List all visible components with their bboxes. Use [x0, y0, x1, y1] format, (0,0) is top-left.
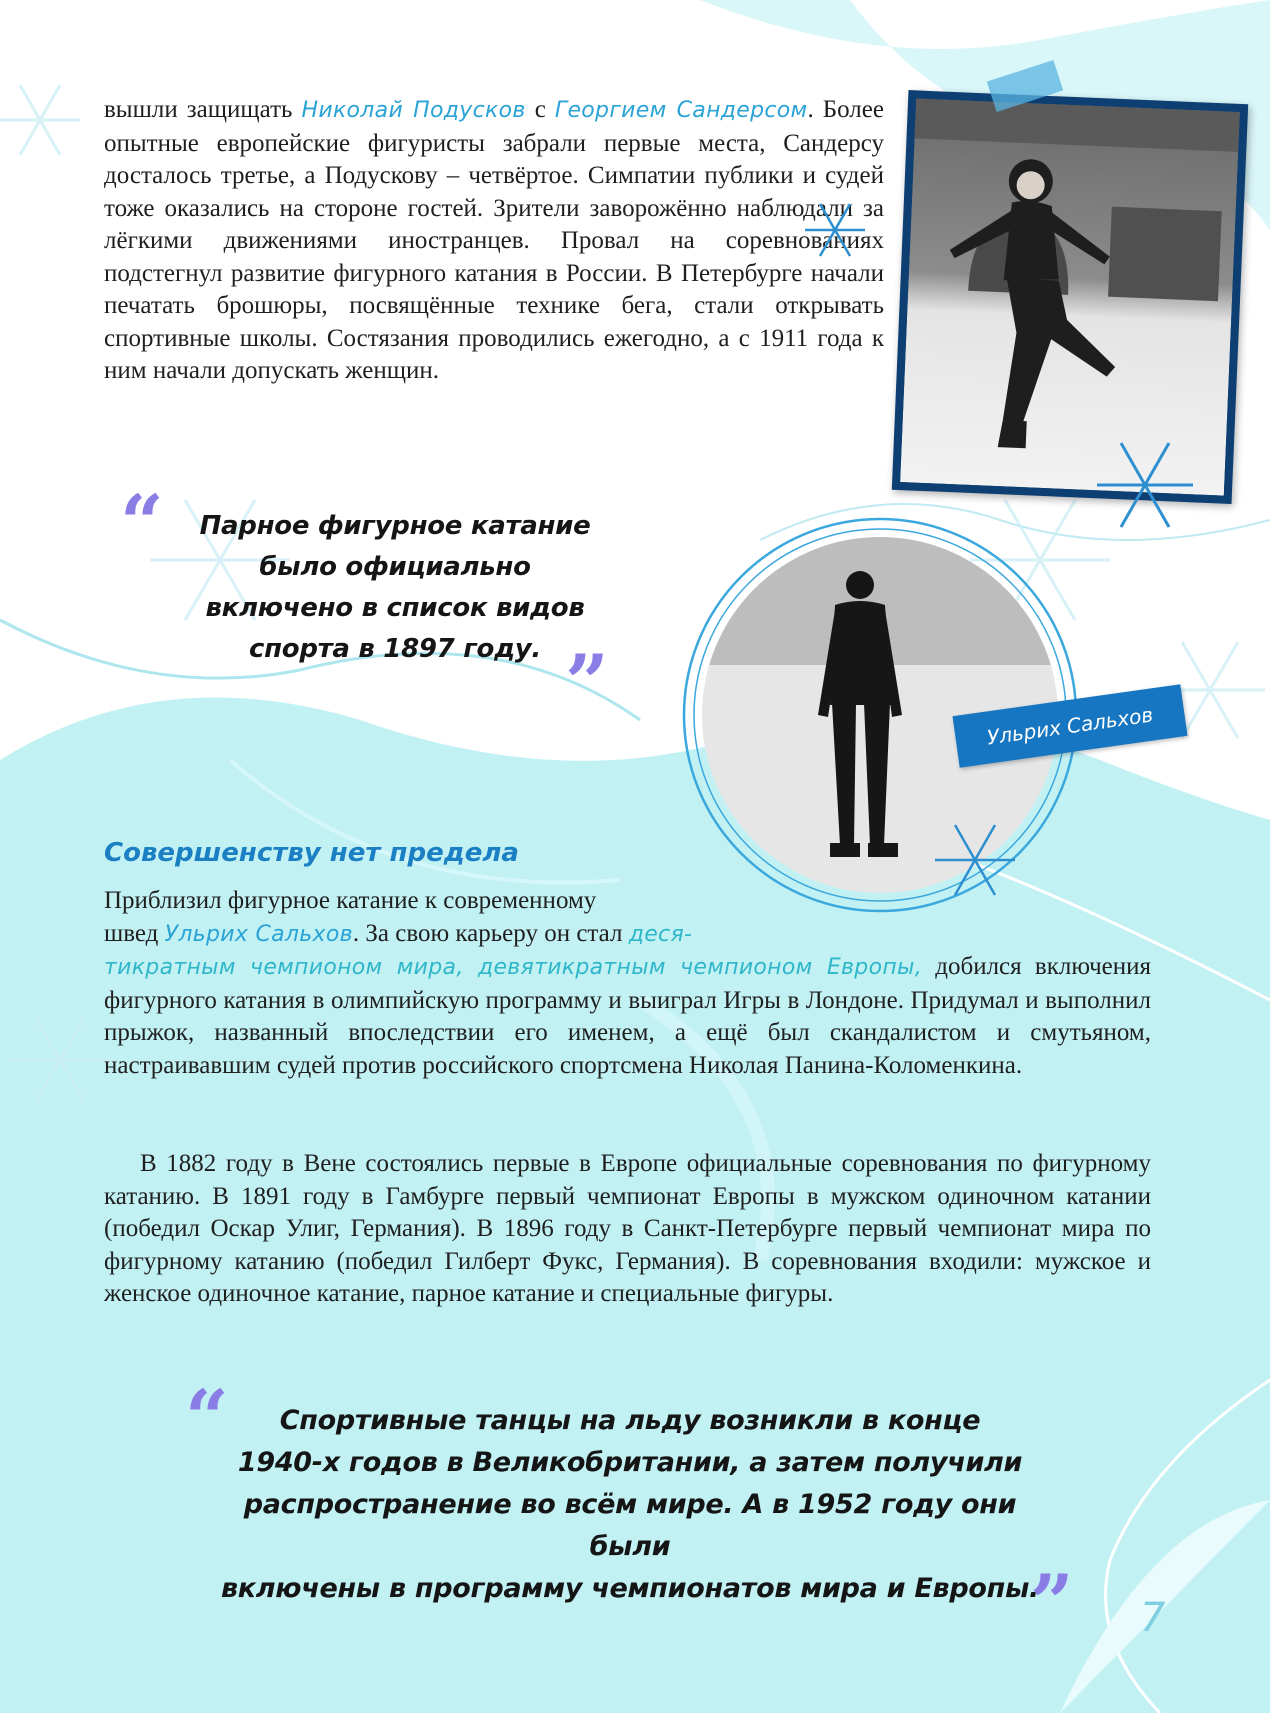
quote-close-icon: ” [1030, 1558, 1074, 1647]
page-number: 7 [1140, 1595, 1166, 1641]
quote-line: Парное фигурное катание [199, 511, 591, 541]
highlight-separator: , [456, 955, 478, 980]
paragraph-intro [104, 94, 884, 388]
highlight-podouskov: Николай Подусков [301, 98, 526, 123]
paragraph-salchow [104, 885, 1151, 1082]
paragraph-salchow-text: . За свою карьеру он стал [352, 919, 629, 947]
quote-line: было официально [259, 552, 531, 582]
quote-pair-skating [170, 506, 620, 670]
section-title: Совершенству нет предела [104, 838, 519, 868]
photo-caption: Ульрих Сальхов [985, 702, 1155, 750]
highlight-salchow: Ульрих Сальхов [164, 921, 353, 947]
quote-line: 1940-х годов в Великобритании, а затем получили [237, 1447, 1023, 1478]
quote-open-icon: “ [185, 1373, 229, 1462]
paragraph-salchow-text-end: добился включения фигурного катания в олимпийскую программу и выиграл Игры в Лондоне. Придумал и выполнил прыжок, названный впоследствии его именем, а ещё был скандалистом и смутьяном, настраивавшим судей против российского спортсмена Николая Панина-Коломенкина. [104, 953, 1151, 1079]
quote-line: включены в программу чемпионатов мира и Европы. [220, 1573, 1040, 1604]
highlight-world-champion: деся- [628, 921, 693, 947]
quote-close-icon: ” [565, 638, 609, 727]
quote-line: спорта в 1897 году. [248, 634, 541, 664]
paragraph-intro-text-start: вышли защищать [104, 96, 302, 123]
quote-line: включено в список видов [205, 593, 585, 623]
quote-open-icon: “ [120, 478, 164, 567]
quote-line: распространение во всём мире. А в 1952 году они были [243, 1489, 1017, 1562]
quote-ice-dance [215, 1400, 1045, 1610]
paragraph-history: В 1882 году в Вене состоялись первые в Европе официальные соревнования по фигурному катанию. В 1891 году в Гамбурге первый чемпионат Европы в мужском одиночном катании (победил Оскар Улиг, Германия). В 1896 году в Санкт-Петербурге первый чемпионат мира по фигурному катанию (победил Гилберт Фукс, Германия). В соревнования входили: мужское и женское одиночное катание, парное катание и специальные фигуры. [104, 1150, 1151, 1307]
quote-line: Спортивные танцы на льду возникли в конце [279, 1405, 981, 1436]
snowflake-icon [1090, 430, 1200, 540]
paragraph-salchow-line1: Приблизил фигурное катание к современному [104, 887, 597, 914]
highlight-europe-champion: девятикратным чемпионом Европы, [477, 955, 922, 980]
highlight-sanders: Георгием Сандерсом [554, 98, 808, 123]
snowflake-icon [930, 815, 1020, 905]
paragraph-salchow-text: швед [104, 919, 165, 947]
highlight-world-champion: тикратным чемпионом мира [104, 955, 457, 980]
snowflake-icon [800, 195, 870, 265]
paragraph-intro-text-mid: с [525, 96, 555, 123]
paragraph-intro-text-end: . Более опытные европейские фигуристы забрали первые места, Сандерсу досталось третье, а Подускову – четвёртое. Симпатии публики и судей тоже оказались на стороне гостей. Зрители заворожённо наблюдали за лёгкими движениями иностранцев. Провал на соревнованиях подстегнул развитие фигурного катания в России. В Петербурге начали печатать брошюры, посвящённые технике бега, стали открывать спортивные школы. Состязания проводились ежегодно, а с 1911 года к ним начали допускать женщин. [104, 96, 884, 384]
